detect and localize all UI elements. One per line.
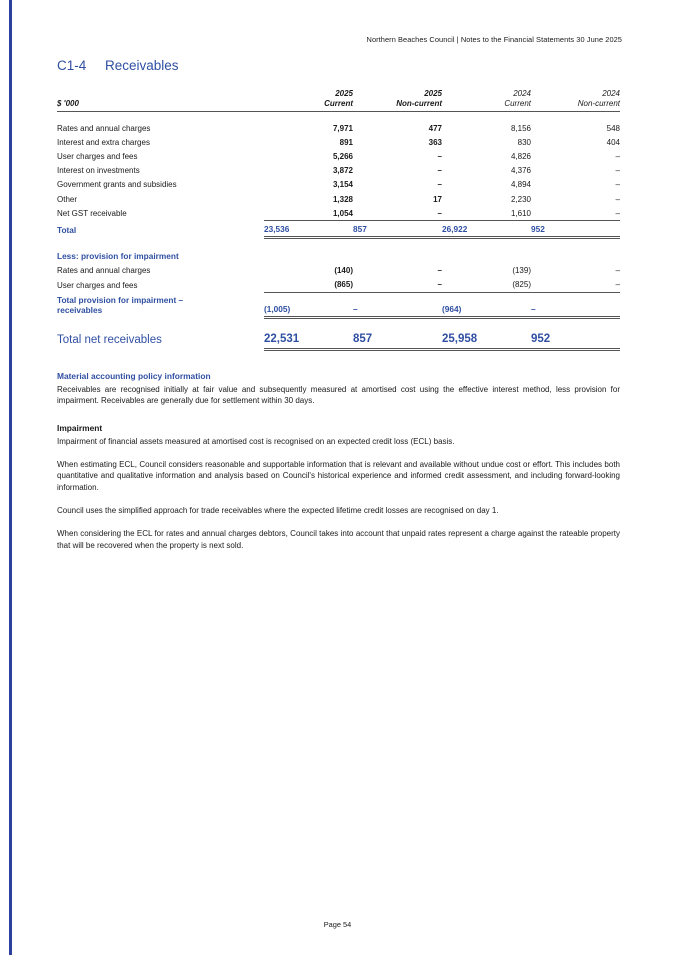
header-year-3: 2024 bbox=[513, 89, 531, 98]
row-value: 830 bbox=[517, 137, 531, 147]
impairment-paragraph-4: When considering the ECL for rates and annual charges debtors, Council takes into account that unpaid rates represent a charge against the rateable property that will be recovered when the property is next sold. bbox=[57, 529, 620, 550]
impairment-total-row bbox=[57, 292, 620, 317]
row-value: – bbox=[615, 194, 620, 204]
row-value: (139) bbox=[512, 266, 531, 276]
row-value: 5,266 bbox=[332, 151, 353, 161]
impairment-total-value: (964) bbox=[442, 292, 531, 317]
row-value: 1,054 bbox=[332, 208, 353, 218]
impairment-paragraph-3: Council uses the simplified approach for trade receivables where the expected lifetime credit losses are recognised on day 1. bbox=[57, 506, 499, 516]
table-header-years bbox=[57, 89, 620, 99]
table-total-row bbox=[57, 221, 620, 238]
table-spacer bbox=[57, 238, 620, 249]
net-receivables-value: 25,958 bbox=[442, 328, 531, 349]
net-receivables-value: 952 bbox=[531, 328, 620, 349]
row-label: User charges and fees bbox=[57, 151, 138, 161]
header-period-1: Current bbox=[324, 99, 353, 108]
table-row bbox=[57, 206, 620, 221]
row-label: User charges and fees bbox=[57, 280, 138, 290]
row-label: Interest and extra charges bbox=[57, 137, 150, 147]
note-title-text: Receivables bbox=[105, 58, 179, 73]
row-label: Other bbox=[57, 194, 78, 204]
header-year-1: 2025 bbox=[335, 89, 353, 98]
table-row bbox=[57, 149, 620, 163]
row-value: 404 bbox=[606, 137, 620, 147]
impairment-total-value: – bbox=[531, 292, 620, 317]
row-value: 3,872 bbox=[332, 166, 353, 176]
row-value: (140) bbox=[334, 266, 353, 276]
header-blank bbox=[57, 89, 264, 99]
net-receivables-row bbox=[57, 328, 620, 349]
impairment-paragraph-2: When estimating ECL, Council considers reasonable and supportable information that is relevant and available without undue cost or effort. This includes both quantitative and qualitative information and analysis based on Council's historical experience and informed credit assessment, and including forward-looking information. bbox=[57, 459, 620, 492]
row-label: Interest on investments bbox=[57, 166, 140, 176]
impairment-total-label bbox=[57, 292, 264, 317]
impairment-section-heading bbox=[57, 248, 620, 263]
row-value: 477 bbox=[428, 123, 442, 133]
table-row bbox=[57, 278, 620, 293]
header-period-4: Non-current bbox=[577, 99, 620, 108]
table-row bbox=[57, 135, 620, 149]
total-value: 26,922 bbox=[442, 221, 531, 238]
row-value: 7,971 bbox=[332, 123, 353, 133]
row-value: 1,610 bbox=[510, 208, 531, 218]
row-value: 4,376 bbox=[510, 166, 531, 176]
row-value: 8,156 bbox=[510, 123, 531, 133]
row-value: 4,826 bbox=[510, 151, 531, 161]
row-value: 17 bbox=[433, 194, 442, 204]
table-row bbox=[57, 178, 620, 192]
row-value: 3,154 bbox=[332, 180, 353, 190]
header-period-2: Non-current bbox=[396, 99, 442, 108]
row-label: Government grants and subsidies bbox=[57, 180, 177, 190]
total-value: 23,536 bbox=[264, 221, 353, 238]
row-value: – bbox=[437, 266, 442, 276]
row-value: – bbox=[615, 166, 620, 176]
table-spacer bbox=[57, 112, 620, 122]
row-value: – bbox=[615, 151, 620, 161]
note-number: C1-4 bbox=[57, 58, 87, 73]
row-value: – bbox=[437, 280, 442, 290]
impairment-total-value: – bbox=[353, 292, 442, 317]
impairment-total-value: (1,005) bbox=[264, 292, 353, 317]
row-value: 548 bbox=[606, 123, 620, 133]
row-value: 2,230 bbox=[510, 194, 531, 204]
table-spacer bbox=[57, 318, 620, 329]
page-content bbox=[57, 0, 622, 551]
table-header-periods bbox=[57, 99, 620, 111]
impairment-policy-heading: Impairment bbox=[57, 422, 103, 433]
table-row bbox=[57, 121, 620, 135]
total-label: Total bbox=[57, 225, 77, 236]
table-row bbox=[57, 192, 620, 206]
page-left-accent-rule bbox=[9, 0, 12, 955]
table-row bbox=[57, 264, 620, 278]
row-value: – bbox=[615, 208, 620, 218]
policy-heading: Material accounting policy information bbox=[57, 370, 211, 381]
row-value: – bbox=[437, 151, 442, 161]
row-value: 1,328 bbox=[332, 194, 353, 204]
impairment-heading-text: Less: provision for impairment bbox=[57, 251, 179, 261]
impairment-total-label-line1: Total provision for impairment – bbox=[57, 295, 184, 306]
row-value: 363 bbox=[428, 137, 442, 147]
row-value: – bbox=[615, 266, 620, 276]
net-receivables-value: 22,531 bbox=[264, 328, 353, 349]
row-value: – bbox=[437, 208, 442, 218]
net-receivables-value: 857 bbox=[353, 328, 442, 349]
page-title bbox=[57, 58, 622, 73]
header-period-3: Current bbox=[504, 99, 531, 108]
table-row bbox=[57, 164, 620, 178]
row-value: – bbox=[437, 166, 442, 176]
row-label: Rates and annual charges bbox=[57, 266, 151, 276]
header-year-4: 2024 bbox=[602, 89, 620, 98]
receivables-table bbox=[57, 89, 620, 351]
row-value: (865) bbox=[334, 280, 353, 290]
row-value: 891 bbox=[339, 137, 353, 147]
row-value: (825) bbox=[512, 280, 531, 290]
total-value: 857 bbox=[353, 221, 442, 238]
running-header: Northern Beaches Council | Notes to the Financial Statements 30 June 2025 bbox=[366, 35, 622, 44]
net-receivables-label: Total net receivables bbox=[57, 334, 162, 347]
header-unit-label: $ '000 bbox=[57, 99, 79, 108]
row-label: Net GST receivable bbox=[57, 209, 127, 219]
page-footer: Page 54 bbox=[323, 920, 352, 929]
row-label: Rates and annual charges bbox=[57, 123, 151, 133]
row-value: – bbox=[437, 180, 442, 190]
impairment-total-label-line2: receivables bbox=[57, 305, 103, 316]
row-value: – bbox=[615, 180, 620, 190]
row-value: 4,894 bbox=[510, 180, 531, 190]
row-value: – bbox=[615, 280, 620, 290]
total-value: 952 bbox=[531, 221, 620, 238]
policy-paragraph: Receivables are recognised initially at fair value and subsequently measured at amortised cost using the effective interest method, less provision for impairment. Receivables are generally due for settlement within 30 days. bbox=[57, 384, 620, 406]
header-year-2: 2025 bbox=[424, 89, 442, 98]
impairment-paragraph-1: Impairment of financial assets measured at amortised cost is recognised on an expected credit loss (ECL) basis. bbox=[57, 436, 455, 446]
